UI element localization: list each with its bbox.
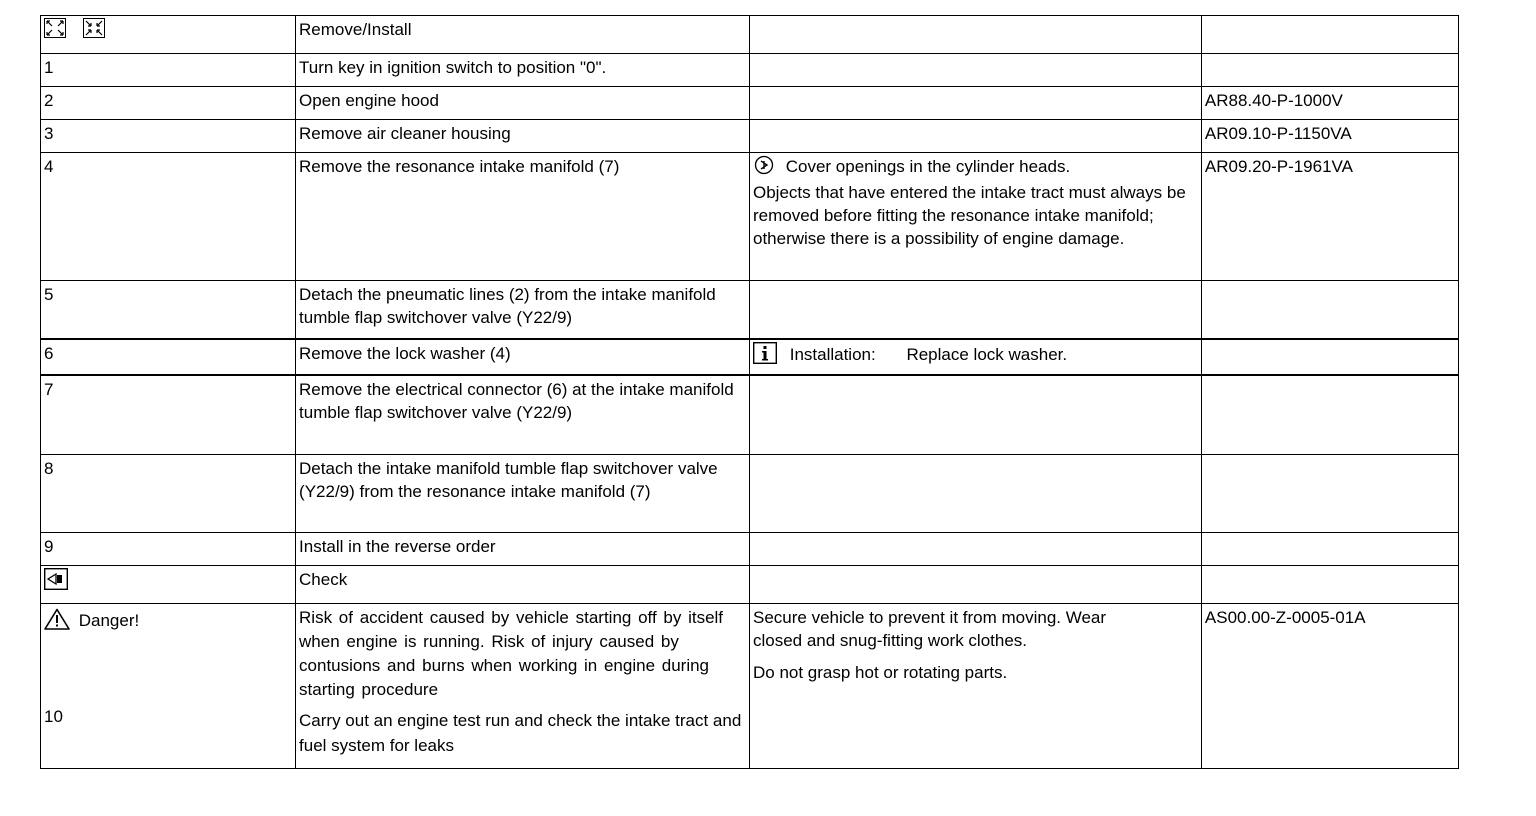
step-cell: 4 — [41, 153, 296, 281]
action-cell — [296, 604, 750, 769]
action-cell: Remove the resonance intake manifold (7) — [296, 153, 750, 281]
note-cell — [749, 339, 1201, 375]
action-cell: Detach the pneumatic lines (2) from the intake manifold tumble flap switchover valve (Y22/9) — [296, 281, 750, 339]
action-cell: Remove the electrical connector (6) at the intake manifold tumble flap switchover valve (Y22/9) — [296, 375, 750, 455]
step-cell: 2 — [41, 87, 296, 120]
action-cell: Remove the lock washer (4) — [296, 339, 750, 375]
note-cell — [749, 120, 1201, 153]
note-text: Do not grasp hot or rotating parts. — [752, 663, 1008, 682]
table-row — [41, 120, 1459, 153]
action-cell: Turn key in ignition switch to position "0". — [296, 54, 750, 87]
note-lead-text: Cover openings in the cylinder heads. — [785, 157, 1071, 177]
action-cell: Open engine hood — [296, 87, 750, 120]
table-row — [41, 566, 1459, 604]
ref-cell — [1201, 533, 1458, 566]
step-cell: 8 — [41, 455, 296, 533]
step-cell — [41, 16, 296, 54]
step-number: 10 — [44, 707, 63, 726]
note-cell — [749, 566, 1201, 604]
remove-icon — [44, 18, 66, 44]
ref-cell — [1201, 16, 1458, 54]
ref-cell: AR09.10-P-1150VA — [1201, 120, 1458, 153]
note-cell — [749, 604, 1201, 769]
note-text: Secure vehicle to prevent it from moving. Wear closed and snug-fitting work clothes. — [752, 608, 1107, 650]
warning-icon — [44, 608, 70, 636]
note-cell — [749, 16, 1201, 54]
install-icon — [83, 18, 105, 44]
installation-label: Installation: — [789, 344, 876, 364]
action-cell: Remove air cleaner housing — [296, 120, 750, 153]
step-cell: 9 — [41, 533, 296, 566]
note-cell — [749, 533, 1201, 566]
ref-cell — [1201, 375, 1458, 455]
table-row — [41, 375, 1459, 455]
step-cell: 6 — [41, 339, 296, 375]
ref-cell — [1201, 54, 1458, 87]
table-row — [41, 281, 1459, 339]
action-cell: Install in the reverse order — [296, 533, 750, 566]
ref-cell — [1201, 339, 1458, 375]
ref-cell — [1201, 455, 1458, 533]
note-cell — [749, 281, 1201, 339]
step-cell: 7 — [41, 375, 296, 455]
ref-cell: AR09.20-P-1961VA — [1201, 153, 1458, 281]
note-text: Replace lock washer. — [906, 344, 1068, 364]
action-cell: Check — [296, 566, 750, 604]
check-icon — [44, 568, 68, 596]
note-text: Objects that have entered the intake tract must always be removed before fitting the resonance intake manifold; otherwise there is a possibility of engine damage. — [752, 183, 1186, 248]
table-row — [41, 339, 1459, 375]
table-row — [41, 533, 1459, 566]
table-row — [41, 54, 1459, 87]
danger-text: Risk of accident caused by vehicle starting off by itself when engine is running. Risk of injury caused by contusions and burns when working in engine during starting procedure — [299, 608, 724, 699]
ref-cell — [1201, 566, 1458, 604]
note-cell — [749, 153, 1201, 281]
step-cell: 1 — [41, 54, 296, 87]
action-cell: Detach the intake manifold tumble flap switchover valve (Y22/9) from the resonance intake manifold (7) — [296, 455, 750, 533]
ref-cell: AR88.40-P-1000V — [1201, 87, 1458, 120]
ref-cell — [1201, 281, 1458, 339]
step-cell — [41, 604, 296, 769]
step-cell: 5 — [41, 281, 296, 339]
step-cell — [41, 566, 296, 604]
note-hint-icon — [753, 155, 775, 181]
action-text: Carry out an engine test run and check the intake tract and fuel system for leaks — [299, 711, 742, 755]
note-cell — [749, 375, 1201, 455]
danger-label: Danger! — [78, 611, 140, 631]
note-cell — [749, 87, 1201, 120]
info-icon — [753, 342, 777, 370]
table-row — [41, 16, 1459, 54]
procedure-table — [40, 15, 1459, 769]
note-cell — [749, 455, 1201, 533]
table-row — [41, 604, 1459, 769]
table-row — [41, 153, 1459, 281]
ref-cell: AS00.00-Z-0005-01A — [1201, 604, 1458, 769]
table-row — [41, 87, 1459, 120]
action-cell: Remove/Install — [296, 16, 750, 54]
note-cell — [749, 54, 1201, 87]
step-cell: 3 — [41, 120, 296, 153]
table-row — [41, 455, 1459, 533]
